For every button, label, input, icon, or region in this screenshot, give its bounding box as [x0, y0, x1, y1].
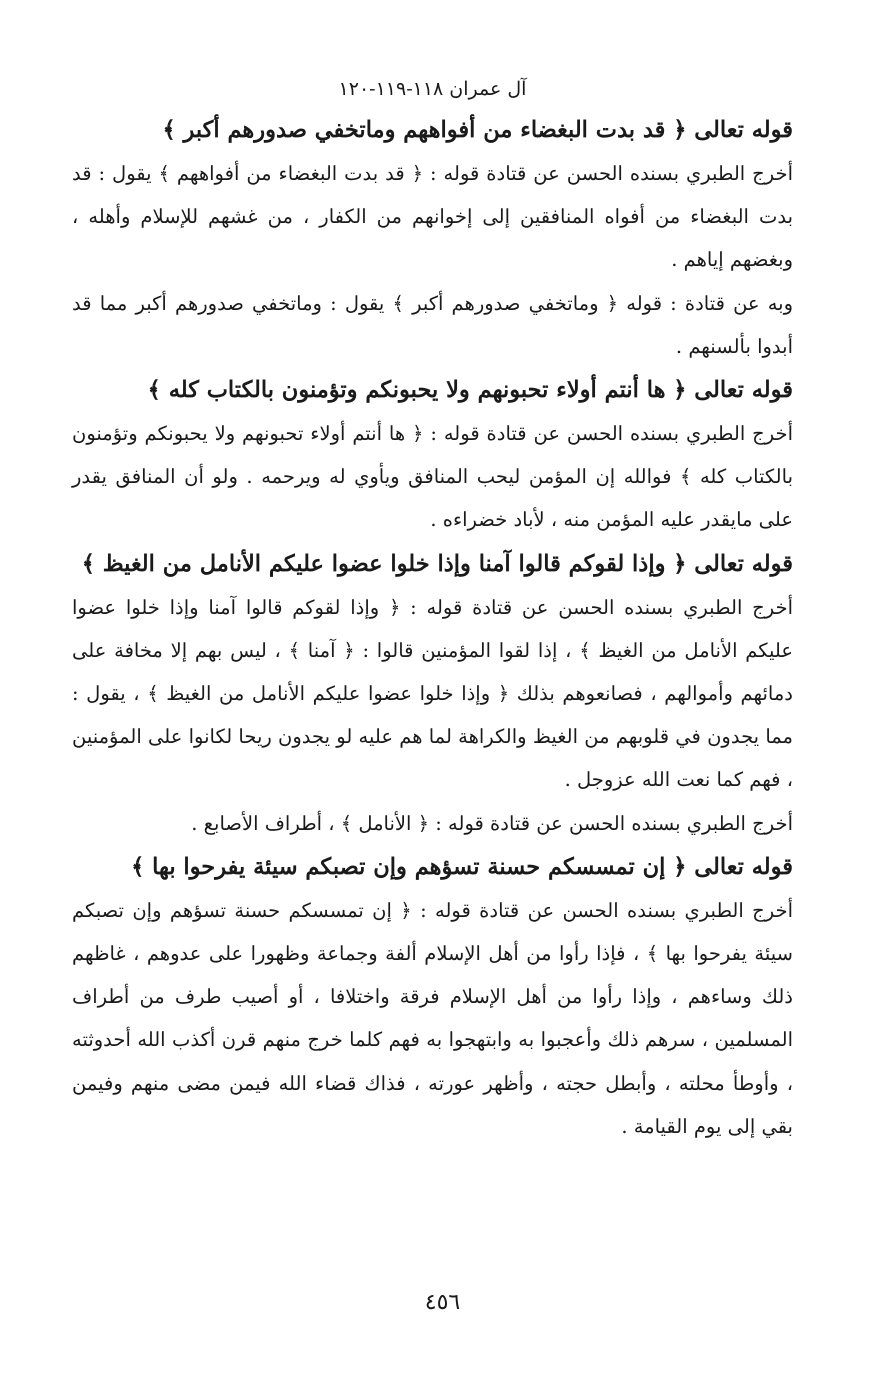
- running-head: آل عمران ١١٨-١١٩-١٢٠: [338, 78, 527, 100]
- verse-heading: قوله تعالى ﴿ قد بدت البغضاء من أفواههم وماتخفي صدورهم أكبر ﴾: [162, 117, 793, 143]
- page-number: ٤٥٦: [424, 1290, 461, 1315]
- commentary-paragraph: وبه عن قتادة : قوله ﴿ وماتخفي صدورهم أكبر ﴾ يقول : وماتخفي صدورهم أكبر مما قد أبدوا بألسنهم .: [72, 291, 793, 358]
- commentary-paragraph: أخرج الطبري بسنده الحسن عن قتادة قوله : ﴿ وإذا لقوكم قالوا آمنا وإذا خلوا عضوا عليكم الأنامل من الغيظ ﴾ ، إذا لقوا المؤمنين قالوا : ﴿ آمنا ﴾ ، ليس بهم إلا مخافة على دمائهم وأموالهم ، فصانعوهم بذلك ﴿ وإذا خلوا عضوا عليكم الأنامل من الغيظ ﴾ ، يقول : مما يجدون في قلوبهم من الغيظ والكراهة لما هم عليه لو يجدون ريحا لكانوا على المؤمنين ، فهم كما نعت الله عزوجل .: [72, 595, 793, 792]
- commentary-paragraph: أخرج الطبري بسنده الحسن عن قتادة قوله : ﴿ إن تمسسكم حسنة تسؤهم وإن تصبكم سيئة يفرحوا بها ﴾ ، فإذا رأوا من أهل الإسلام ألفة وجماعة وظهورا على عدوهم ، غاظهم ذلك وساءهم ، وإذا رأوا من أهل الإسلام فرقة واختلافا ، أو أصيب طرف من أطراف المسلمين ، سرهم ذلك وأعجبوا به وابتهجوا به فهم كلما خرج منهم قرن أكذب الله أحدوثته ، وأوطأ محلته ، وأبطل حجته ، وأظهر عورته ، فذاك قضاء الله فيمن مضى منهم وفيمن بقي إلى يوم القيامة .: [72, 898, 793, 1138]
- verse-heading: قوله تعالى ﴿ وإذا لقوكم قالوا آمنا وإذا خلوا عضوا عليكم الأنامل من الغيظ ﴾: [81, 550, 793, 577]
- commentary-paragraph: أخرج الطبري بسنده الحسن عن قتادة قوله : ﴿ الأنامل ﴾ ، أطراف الأصابع .: [191, 811, 793, 835]
- verse-heading: قوله تعالى ﴿ إن تمسسكم حسنة تسؤهم وإن تصبكم سيئة يفرحوا بها ﴾: [131, 853, 793, 880]
- commentary-paragraph: أخرج الطبري بسنده الحسن عن قتادة قوله : ﴿ قد بدت البغضاء من أفواههم ﴾ يقول : قد بدت البغضاء من أفواه المنافقين إلى إخوانهم من الكفار ، من غشهم للإسلام وأهله ، وبغضهم إياهم .: [72, 162, 793, 272]
- verse-heading: قوله تعالى ﴿ ها أنتم أولاء تحبونهم ولا يحبونكم وتؤمنون بالكتاب كله ﴾: [147, 377, 793, 404]
- commentary-paragraph: أخرج الطبري بسنده الحسن عن قتادة قوله : ﴿ ها أنتم أولاء تحبونهم ولا يحبونكم وتؤمنون بالكتاب كله ﴾ فوالله إن المؤمن ليحب المنافق ويأوي له ويرحمه . ولو أن المنافق يقدر على مايقدر عليه المؤمن منه ، لأباد خضراءه .: [72, 422, 793, 532]
